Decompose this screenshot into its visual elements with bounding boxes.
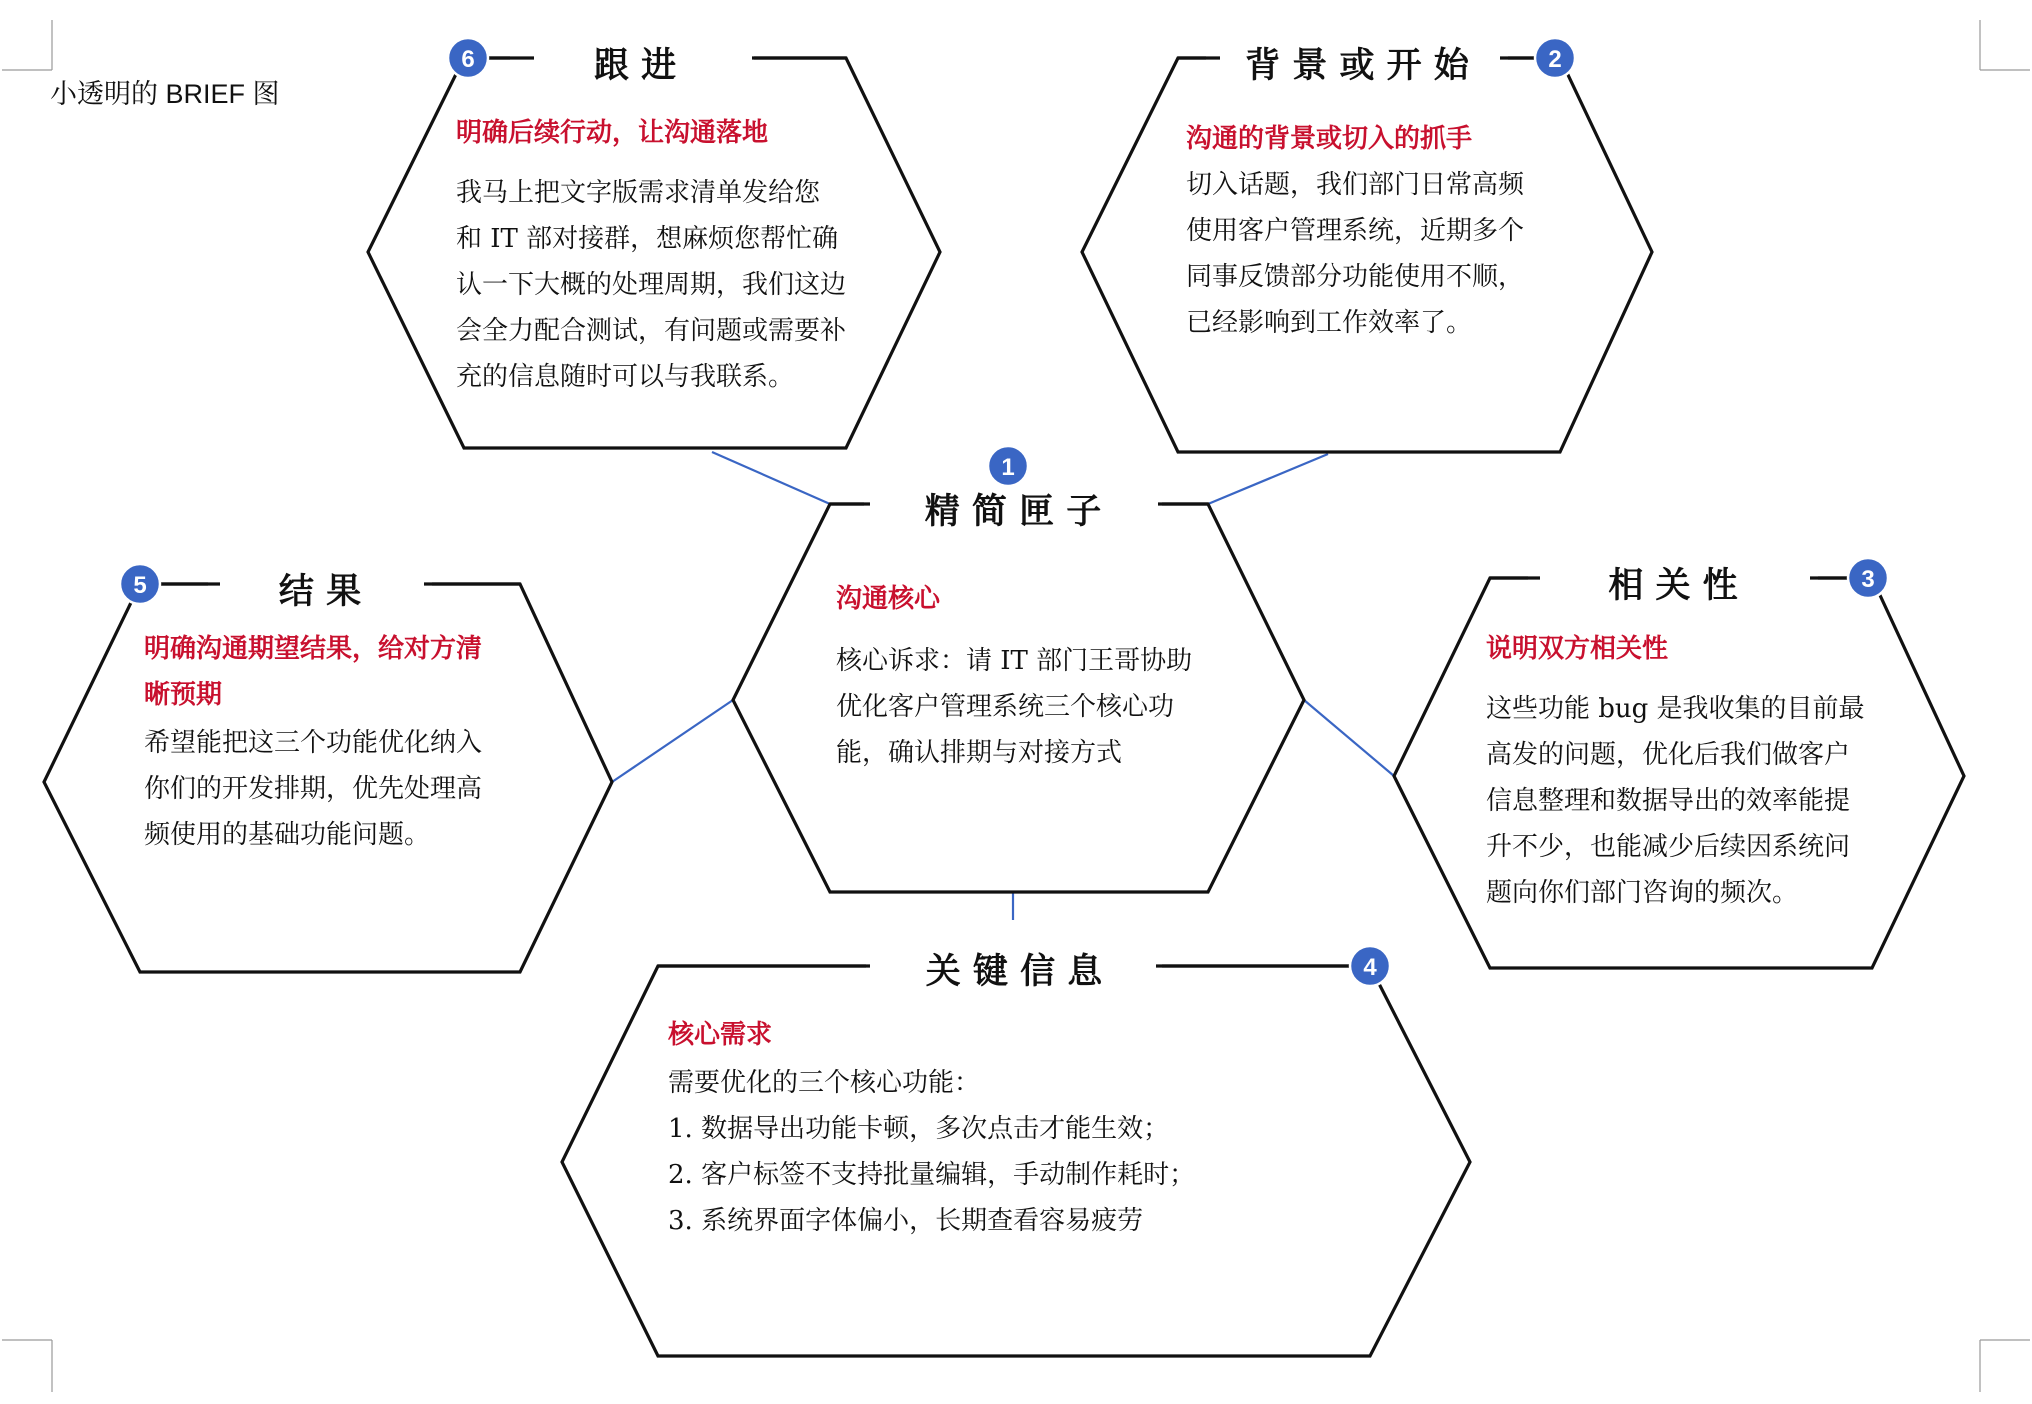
result-title: 结 果 [278,572,362,612]
badge-6 [448,38,488,78]
center-subtitle: 沟通核心 [836,584,941,614]
relevance-body: 这些功能 bug 是我收集的目前最 高发的问题，优化后我们做客户 信息整理和数据导出的效率能提 升不少，也能减少后续因系统问 题向你们部门咨询的频次。 [1486,694,1865,908]
follow-up-title: 跟 进 [593,46,677,86]
key-info-subtitle: 核心需求 [668,1020,773,1050]
badge-6-number: 6 [461,46,475,73]
center-body: 核心诉求：请 IT 部门王哥协助 优化客户管理系统三个核心功 能，确认排期与对接方式 [836,646,1193,768]
badge-1 [988,446,1028,486]
badge-4-number: 4 [1363,954,1377,981]
badge-2 [1535,38,1575,78]
background-subtitle: 沟通的背景或切入的抓手 [1186,124,1473,154]
follow-up-body: 我马上把文字版需求清单发给您 和 IT 部对接群，想麻烦您帮忙确 认一下大概的处理周期，我们这边 会全力配合测试，有问题或需要补 充的信息随时可以与我联系。 [456,178,847,392]
follow-up-subtitle: 明确后续行动，让沟通落地 [456,118,769,148]
badge-1-number: 1 [1001,454,1015,481]
key-info-item: 2. 客户标签不支持批量编辑，手动制作耗时； [668,1160,1196,1190]
badge-2-number: 2 [1548,46,1562,73]
badge-5 [120,564,160,604]
background-body: 切入话题，我们部门日常高频 使用客户管理系统，近期多个 同事反馈部分功能使用不顺， 已经影响到工作效率了。 [1186,170,1525,338]
result-body: 希望能把这三个功能优化纳入 你们的开发排期，优先处理高 频使用的基础功能问题。 [144,728,483,850]
key-info-item: 3. 系统界面字体偏小，长期查看容易疲劳 [668,1206,1144,1236]
relevance-subtitle: 说明双方相关性 [1486,634,1669,664]
center-title: 精 简 匣 子 [924,492,1102,532]
badge-3 [1848,558,1888,598]
document-title: 小透明的 BRIEF 图 [50,79,280,109]
key-info-item: 1. 数据导出功能卡顿，多次点击才能生效； [668,1114,1170,1144]
result-subtitle: 明确沟通期望结果，给对方清 晰预期 [144,634,483,710]
badge-5-number: 5 [133,572,147,599]
key-info-intro: 需要优化的三个核心功能： [668,1068,981,1098]
badge-4 [1350,946,1390,986]
background-title: 背 景 或 开 始 [1245,46,1469,86]
relevance-title: 相 关 性 [1608,566,1738,606]
key-info-title: 关 键 信 息 [925,952,1103,992]
badge-3-number: 3 [1861,566,1875,593]
